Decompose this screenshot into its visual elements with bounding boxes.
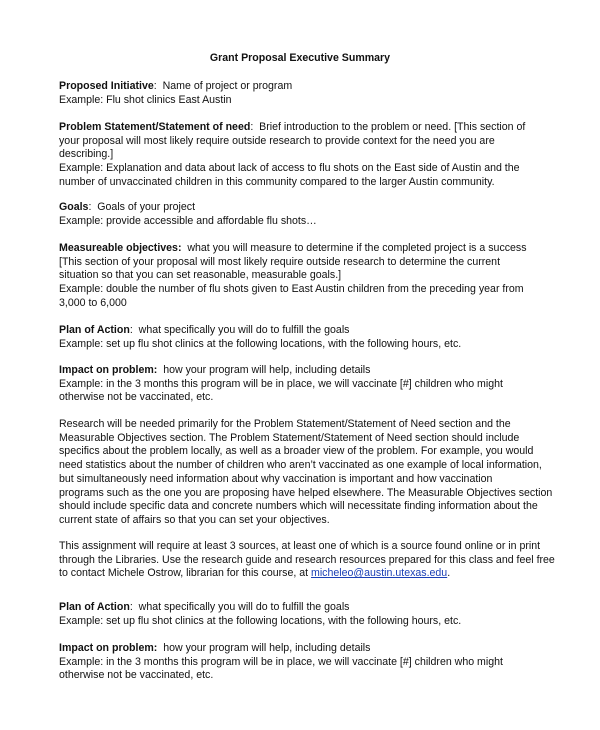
section-problem-statement: Problem Statement/Statement of need: Brief introduction to the problem or need. [This section of your proposal will most likely require outside research to provide context for the need you are describing.] Example: Explanation and data about lack of access to flu shots on the East side of Austin and the number of unvaccinated children in this community compared to the larger Austin community. [59, 121, 549, 190]
section-text: your proposal will most likely require outside research to provide context for the need you are [59, 134, 495, 147]
paragraph-line: Measurable Objectives section. The Problem Statement/Statement of Need section should include [59, 431, 520, 444]
section-text: otherwise not be vaccinated, etc. [59, 669, 214, 682]
section-text: Example: double the number of flu shots given to East Austin children from the preceding year from [59, 283, 524, 296]
section-text: Example: in the 3 months this program will be in place, we will vaccinate [#] children who might [59, 377, 503, 390]
section-text: Name of project or program [162, 80, 293, 92]
section-label: Impact on problem: [59, 364, 158, 376]
section-text: Example: Explanation and data about lack of access to flu shots on the East side of Austin and the [59, 162, 520, 175]
document-title: Grant Proposal Executive Summary [209, 52, 391, 64]
research-paragraph [59, 418, 553, 528]
section-impact-on-problem-2 [59, 642, 549, 683]
section-label: Measureable objectives: [59, 242, 182, 254]
paragraph-line: need statistics about the number of children who aren’t vaccinated as one example of local information, [59, 459, 542, 472]
section-text: Example: Flu shot clinics East Austin [59, 93, 232, 106]
section-label: Proposed Initiative [59, 80, 154, 92]
section-text: number of unvaccinated children in this community compared to the larger Austin community. [59, 175, 495, 188]
paragraph-line: through the Libraries. Use the research guide and research resources prepared for this class and feel free [59, 553, 555, 566]
section-text: Goals of your project [97, 201, 196, 213]
section-plan-of-action-2: Plan of Action: what specifically you will do to fulfill the goals Example: set up flu shot clinics at the following locations, with the following hours, etc. [59, 601, 549, 628]
assignment-paragraph [59, 540, 555, 581]
paragraph-line: but simultaneously need information about why vaccination is important and how vaccination [59, 472, 493, 485]
paragraph-line: to contact Michele Ostrow, librarian for this course, at [59, 567, 311, 580]
paragraph-line: . [447, 567, 451, 580]
paragraph-line: specifics about the problem locally, as well as a broader view of the problem. For example, you would [59, 445, 534, 458]
section-goals: Goals: Goals of your project Example: provide accessible and affordable flu shots… [59, 201, 549, 228]
section-text: Example: in the 3 months this program will be in place, we will vaccinate [#] children who might [59, 655, 503, 668]
section-text: [This section of your proposal will most likely require outside research to determine the current [59, 255, 501, 268]
paragraph-line: should include specific data and concrete numbers which will necessitate finding information about the [59, 500, 538, 513]
section-text: how your program will help, including details [163, 364, 371, 376]
section-label: Plan of Action [59, 324, 130, 336]
paragraph-line: current state of affairs so that you can set your objectives. [59, 513, 330, 526]
section-proposed-initiative: Proposed Initiative: Name of project or program Example: Flu shot clinics East Austin [59, 80, 549, 107]
section-text: how your program will help, including details [163, 642, 371, 654]
section-text: otherwise not be vaccinated, etc. [59, 391, 214, 404]
paragraph-line: This assignment will require at least 3 sources, at least one of which is a source found online or in print [59, 540, 541, 552]
section-text: 3,000 to 6,000 [59, 296, 127, 309]
section-text: what specifically you will do to fulfill the goals [138, 324, 350, 336]
librarian-email-link[interactable]: micheleo@austin.utexas.edu [311, 567, 448, 580]
section-text: what you will measure to determine if the completed project is a success [187, 242, 527, 254]
section-text: Example: set up flu shot clinics at the following locations, with the following hours, etc. [59, 614, 462, 627]
section-impact-on-problem [59, 364, 549, 405]
section-label: Problem Statement/Statement of need [59, 121, 251, 133]
section-label: Goals [59, 201, 89, 213]
section-plan-of-action: Plan of Action: what specifically you will do to fulfill the goals Example: set up flu shot clinics at the following locations, with the following hours, etc. [59, 324, 549, 351]
section-text: Example: set up flu shot clinics at the following locations, with the following hours, etc. [59, 337, 462, 350]
paragraph-line: Research will be needed primarily for the Problem Statement/Statement of Need section and the [59, 418, 511, 430]
section-text: situation so that you can set reasonable, measurable goals.] [59, 269, 342, 282]
section-text: what specifically you will do to fulfill the goals [138, 601, 350, 613]
paragraph-line: programs such as the one you are proposing have helped elsewhere. The Measurable Objectives section [59, 486, 553, 499]
section-text: describing.] [59, 148, 114, 161]
section-label: Plan of Action [59, 601, 130, 613]
section-text: Brief introduction to the problem or need. [This section of [259, 121, 526, 133]
section-label: Impact on problem: [59, 642, 158, 654]
section-text: Example: provide accessible and affordable flu shots… [59, 214, 317, 227]
section-measurable-objectives [59, 242, 549, 311]
